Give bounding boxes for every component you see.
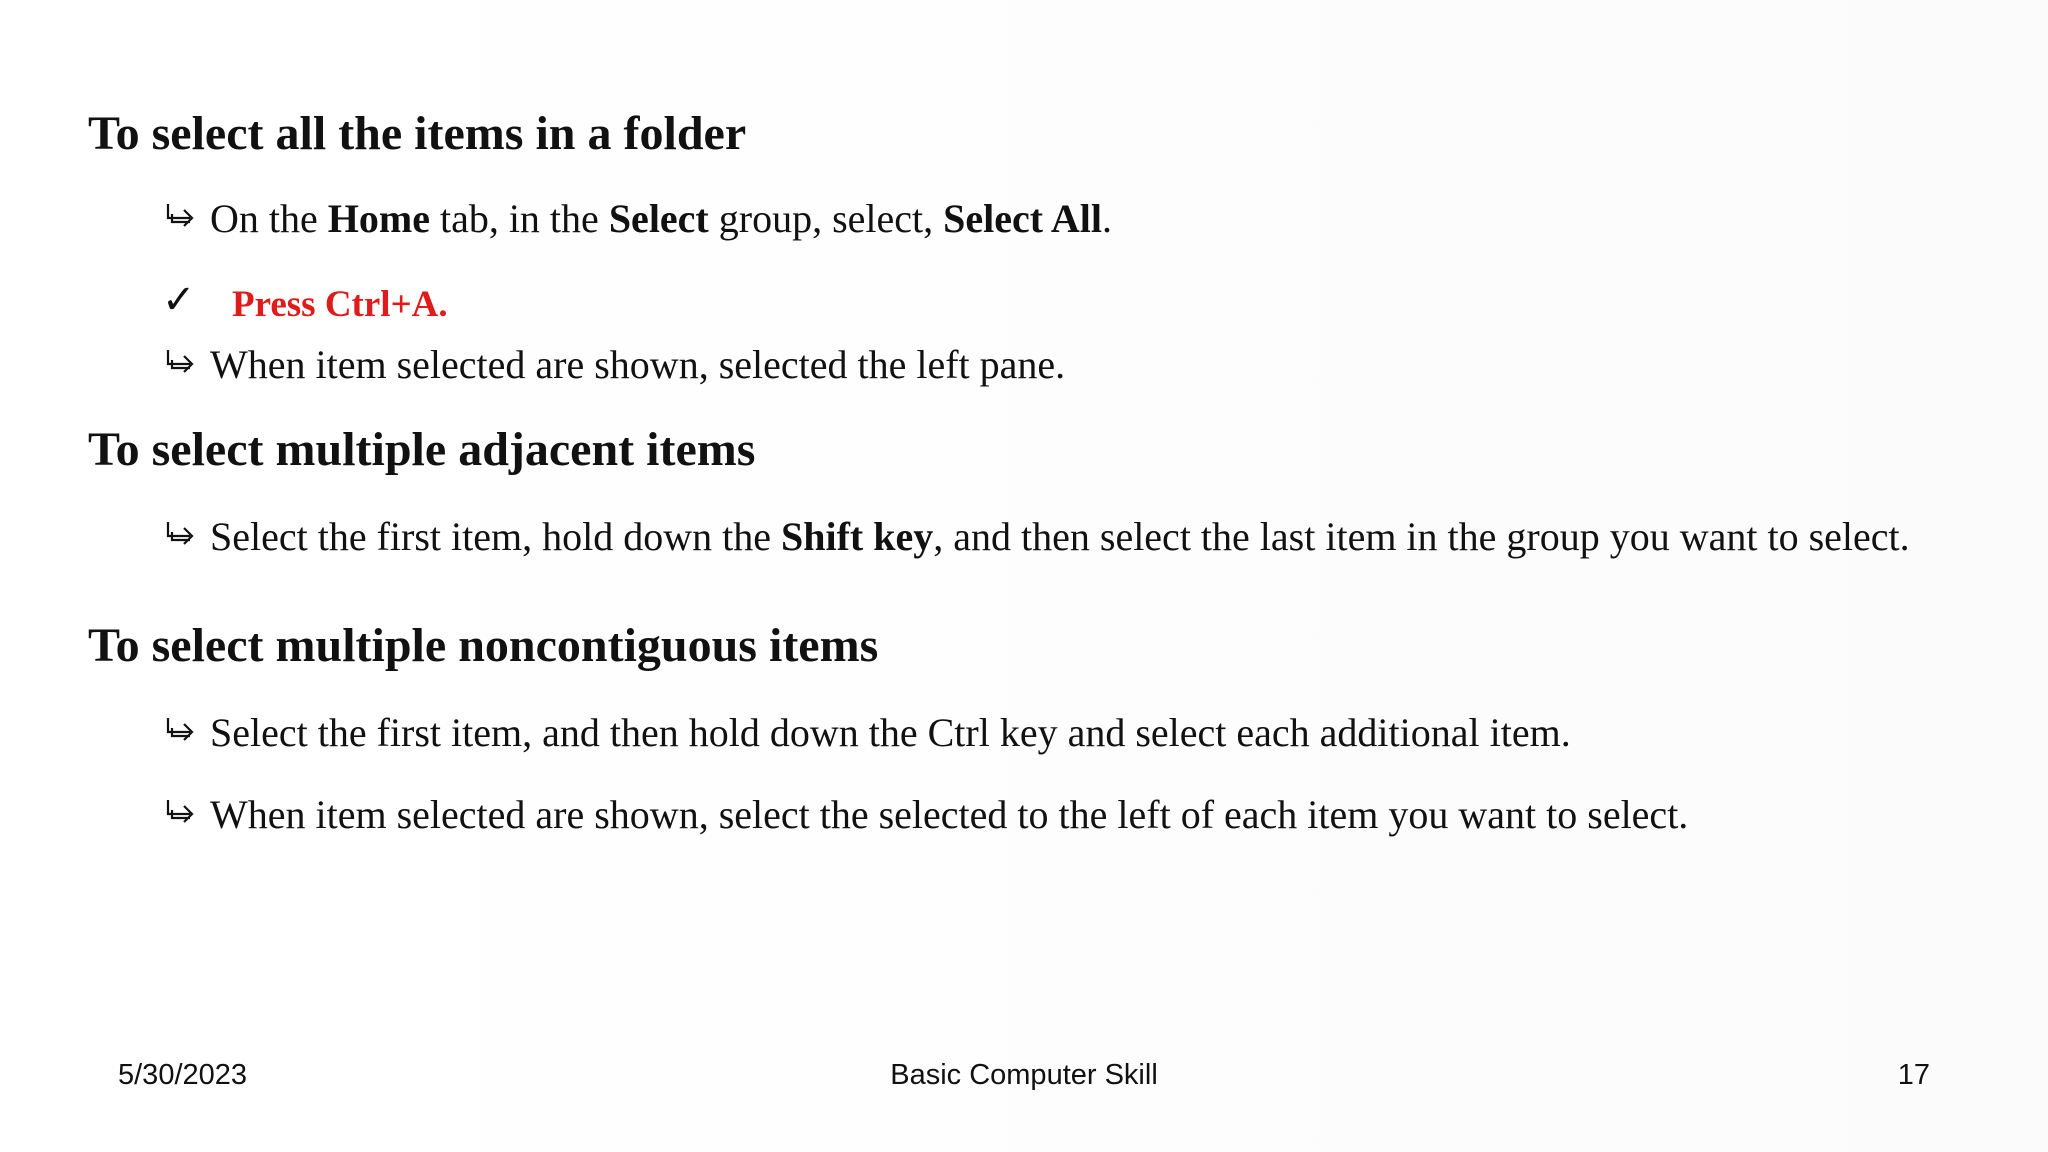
- bullet-left-of-each: [162, 790, 1922, 840]
- arrow-bullet-icon: [162, 516, 202, 556]
- bullet-text: Select the first item, and then hold down the Ctrl key and select each additional item.: [210, 710, 1571, 755]
- section-heading-select-all: To select all the items in a folder: [88, 107, 747, 160]
- check-bullet-icon: ✓: [162, 277, 196, 323]
- bullet-text: When item selected are shown, select the selected to the left of each item you want to select.: [210, 792, 1689, 837]
- arrow-bullet-icon: [162, 344, 202, 384]
- bullet-ctrl-key: [162, 708, 1922, 758]
- bullet-text-highlight: Press Ctrl+A.: [232, 284, 448, 325]
- bullet-text: On the Home tab, in the Select group, select, Select All.: [210, 196, 1112, 241]
- arrow-bullet-icon: [162, 198, 202, 238]
- arrow-bullet-icon: [162, 712, 202, 752]
- bullet-left-pane: [162, 340, 1922, 390]
- arrow-bullet-icon: [162, 794, 202, 834]
- footer-title: Basic Computer Skill: [890, 1059, 1158, 1091]
- bullet-text: When item selected are shown, selected the left pane.: [210, 342, 1066, 387]
- bullet-shift-key: [162, 512, 1922, 562]
- bullet-home-tab: [162, 194, 1922, 244]
- bullet-text: Select the first item, hold down the Shift key, and then select the last item in the group you want to select.: [210, 514, 1910, 559]
- footer-date: 5/30/2023: [118, 1059, 248, 1091]
- section-heading-adjacent: To select multiple adjacent items: [88, 423, 756, 476]
- footer-page-number: 17: [1897, 1059, 1930, 1091]
- section-heading-noncontiguous: To select multiple noncontiguous items: [88, 619, 879, 672]
- bullet-press-ctrl-a: [162, 277, 1922, 330]
